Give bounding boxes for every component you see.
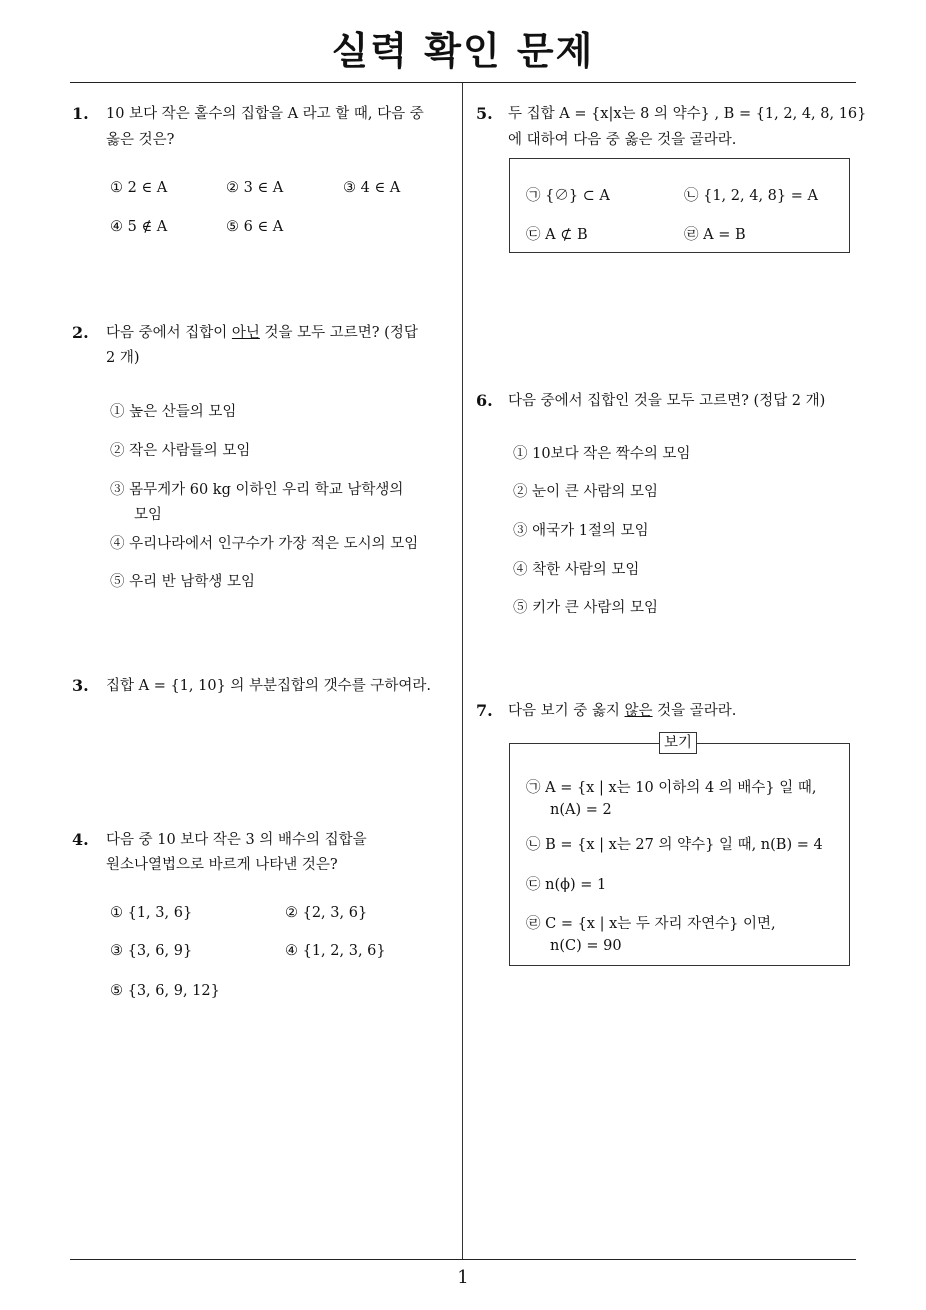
- q7-item-d[interactable]: ㉣ C = {x | x는 두 자리 자연수} 이면,: [526, 916, 776, 932]
- q6-choice-3[interactable]: ③ 애국가 1절의 모임: [513, 523, 649, 539]
- q7-item-d-cont: n(C) = 90: [550, 938, 622, 954]
- q1-choice-4[interactable]: ④ 5 ∉ A: [110, 219, 168, 235]
- column-divider: [462, 83, 463, 1259]
- q4-choice-2[interactable]: ② {2, 3, 6}: [285, 905, 368, 921]
- q7-stem-post: 것을 골라라.: [652, 703, 737, 719]
- q2-stem-underlined: 아닌: [231, 325, 260, 341]
- q4-stem-line1: 다음 중 10 보다 작은 3 의 배수의 집합을: [106, 832, 367, 848]
- q1-number: 1.: [72, 104, 89, 123]
- q2-choice-2[interactable]: ② 작은 사람들의 모임: [110, 443, 251, 459]
- q6-choice-1[interactable]: ① 10보다 작은 짝수의 모임: [513, 446, 691, 462]
- q7-item-a-cont: n(A) = 2: [550, 802, 612, 818]
- q5-option-b[interactable]: ㉡ {1, 2, 4, 8} = A: [684, 188, 818, 204]
- q1-choice-2[interactable]: ② 3 ∈ A: [226, 180, 284, 196]
- q6-choice-5[interactable]: ⑤ 키가 큰 사람의 모임: [513, 600, 658, 616]
- q7-stem-underlined: 않은: [624, 703, 653, 719]
- top-rule: [70, 82, 856, 83]
- q7-bogi-label: 보기: [659, 732, 697, 754]
- q2-choice-1[interactable]: ① 높은 산들의 모임: [110, 404, 237, 420]
- q4-choice-3[interactable]: ③ {3, 6, 9}: [110, 943, 193, 959]
- q7-stem-pre: 다음 보기 중 옳지: [508, 703, 625, 719]
- q2-stem-post: 것을 모두 고르면? (정답: [259, 325, 418, 341]
- q1-stem-line2: 옳은 것은?: [106, 132, 175, 148]
- q2-choice-5[interactable]: ⑤ 우리 반 남학생 모임: [110, 574, 255, 590]
- q2-choice-3-cont: 모임: [134, 507, 163, 523]
- page-title: 실력 확인 문제: [331, 29, 595, 73]
- q7-item-c[interactable]: ㉢ n(ϕ) = 1: [526, 877, 607, 893]
- q3-stem: 집합 A = {1, 10} 의 부분집합의 갯수를 구하여라.: [106, 678, 431, 694]
- q1-choice-3[interactable]: ③ 4 ∈ A: [343, 180, 401, 196]
- q7-number: 7.: [476, 701, 493, 720]
- q5-option-a[interactable]: ㉠ {∅} ⊂ A: [526, 188, 610, 204]
- q4-choice-5[interactable]: ⑤ {3, 6, 9, 12}: [110, 983, 220, 999]
- q1-choice-1[interactable]: ① 2 ∈ A: [110, 180, 168, 196]
- q2-number: 2.: [72, 323, 89, 342]
- q7-item-b[interactable]: ㉡ B = {x | x는 27 의 약수} 일 때, n(B) = 4: [526, 837, 823, 853]
- q7-stem: [508, 699, 736, 724]
- q2-stem-line1: [106, 321, 418, 346]
- q5-option-d[interactable]: ㉣ A = B: [684, 227, 746, 243]
- q2-choice-3[interactable]: ③ 몸무게가 60 kg 이하인 우리 학교 남학생의: [110, 482, 404, 498]
- q5-option-c[interactable]: ㉢ A ⊄ B: [526, 227, 588, 243]
- q4-choice-4[interactable]: ④ {1, 2, 3, 6}: [285, 943, 386, 959]
- page-number: 1: [457, 1267, 469, 1288]
- q1-stem-line1: 10 보다 작은 홀수의 집합을 A 라고 할 때, 다음 중: [106, 106, 424, 122]
- q6-number: 6.: [476, 391, 493, 410]
- q3-number: 3.: [72, 676, 89, 695]
- q2-stem-line2: 2 개): [106, 350, 140, 366]
- q6-choice-2[interactable]: ② 눈이 큰 사람의 모임: [513, 484, 658, 500]
- q5-stem-line2: 에 대하여 다음 중 옳은 것을 골라라.: [508, 132, 737, 148]
- q4-stem-line2: 원소나열법으로 바르게 나타낸 것은?: [106, 857, 338, 873]
- bottom-rule: [70, 1259, 856, 1260]
- q6-stem: 다음 중에서 집합인 것을 모두 고르면? (정답 2 개): [508, 393, 826, 409]
- q7-item-a[interactable]: ㉠ A = {x | x는 10 이하의 4 의 배수} 일 때,: [526, 780, 817, 796]
- q4-number: 4.: [72, 830, 89, 849]
- q2-stem-pre: 다음 중에서 집합이: [106, 325, 232, 341]
- q4-choice-1[interactable]: ① {1, 3, 6}: [110, 905, 193, 921]
- q5-stem-line1: 두 집합 A = {x|x는 8 의 약수} , B = {1, 2, 4, 8, 16}: [508, 106, 867, 122]
- q6-choice-4[interactable]: ④ 착한 사람의 모임: [513, 562, 640, 578]
- q5-number: 5.: [476, 104, 493, 123]
- q2-choice-4[interactable]: ④ 우리나라에서 인구수가 가장 적은 도시의 모임: [110, 536, 419, 552]
- q1-choice-5[interactable]: ⑤ 6 ∈ A: [226, 219, 284, 235]
